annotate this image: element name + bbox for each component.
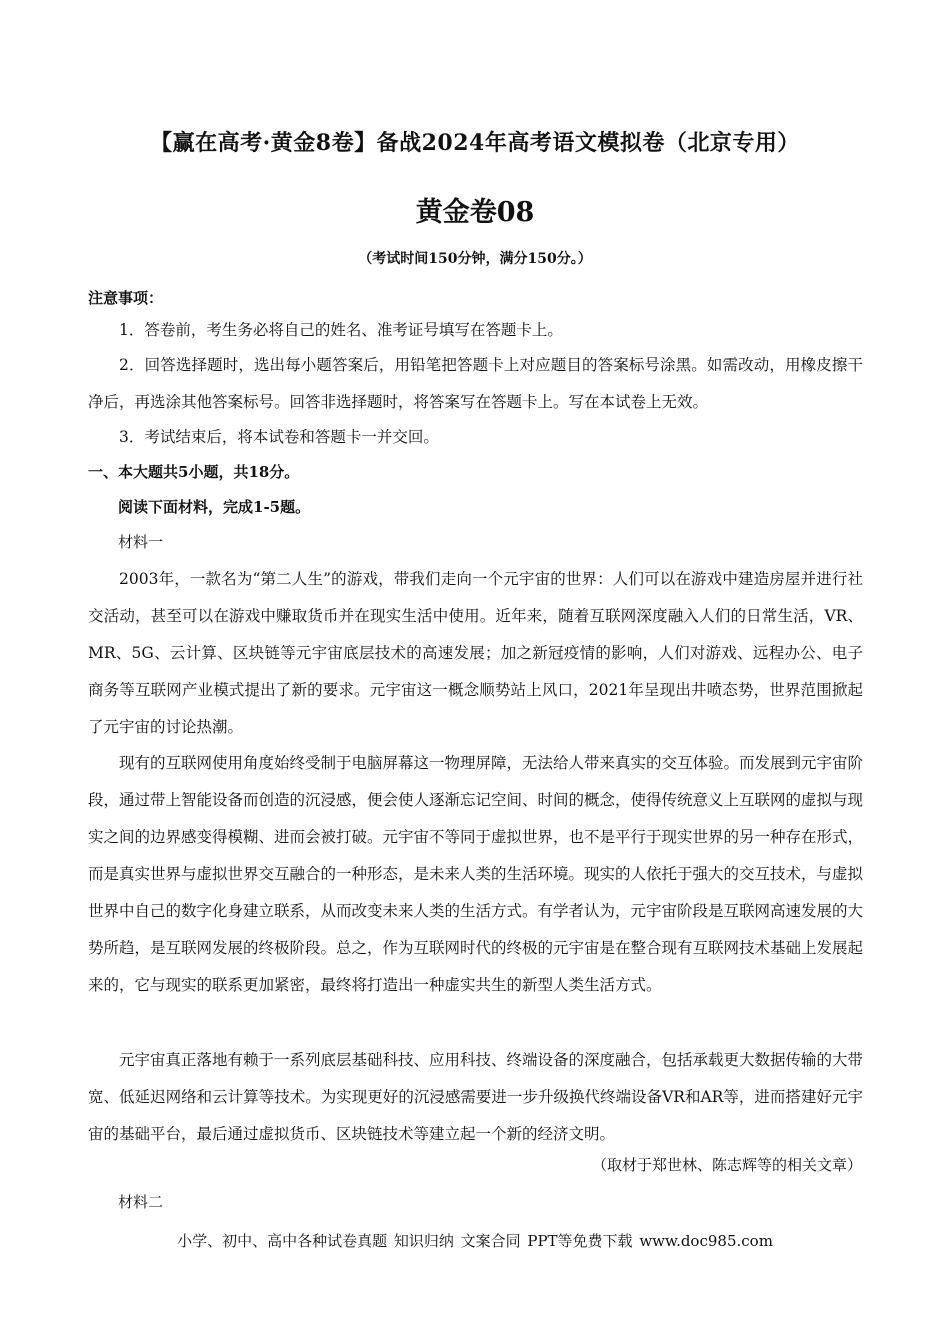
exam-title: 【赢在高考·黄金8卷】备战2024年高考语文模拟卷（北京专用） [150,130,800,156]
material-1-paragraph-1: 2003年，一款名为“第二人生”的游戏，带我们走向一个元宇宙的世界：人们可以在游戏中建造房屋并进行社交活动，甚至可以在游戏中赚取货币并在现实生活中使用。近年来，随着互联网深度融入人们的日常生活，VR、MR、5G、云计算、区块链等元宇宙底层技术的高速发展；加之新冠疫情的影响，人们对游戏、远程办公、电子商务等互联网产业模式提出了新的要求。元宇宙这一概念顺势站上风口，2021年呈现出井喷态势，世界范围掀起了元宇宙的讨论热潮。 [88,570,863,736]
section-heading: 一、本大题共5小题，共18分。 [88,463,300,481]
exam-info: （考试时间150分钟，满分150分。） [358,251,592,267]
note-item-2: 2．回答选择题时，选出每小题答案后，用铅笔把答题卡上对应题目的答案标号涂黑。如需改动，用橡皮擦干净后，再选涂其他答案标号。回答非选择题时，将答案写在答题卡上。写在本试卷上无效。 [88,356,863,411]
section-instruction: 阅读下面材料，完成1-5题。 [118,498,311,516]
notes-heading: 注意事项： [88,289,164,307]
exam-subtitle: 黄金卷08 [415,197,535,228]
note-item-1: 1．答卷前，考生务必将自己的姓名、准考证号填写在答题卡上。 [119,321,563,339]
page-footer: 小学、初中、高中各种试卷真题 知识归纳 文案合同 PPT等免费下载 www.doc985.com [177,1232,773,1250]
material-1-paragraph-2: 现有的互联网使用角度始终受制于电脑屏幕这一物理屏障，无法给人带来真实的交互体验。而发展到元宇宙阶段，通过带上智能设备而创造的沉浸感，便会使人逐渐忘记空间、时间的概念，使得传统意义上互联网的虚拟与现实之间的边界感变得模糊、进而会被打破。元宇宙不等同于虚拟世界，也不是平行于现实世界的另一种存在形式，而是真实世界与虚拟世界交互融合的一种形态，是未来人类的生活环境。现实的人依托于强大的交互技术，与虚拟世界中自己的数字化身建立联系，从而改变未来人类的生活方式。有学者认为，元宇宙阶段是互联网高速发展的大势所趋，是互联网发展的终极阶段。总之，作为互联网时代的终极的元宇宙是在整合现有互联网技术基础上发展起来的，它与现实的联系更加紧密，最终将打造出一种虚实共生的新型人类生活方式。 [88,754,864,994]
material-1-source: （取材于郑世林、陈志辉等的相关文章） [591,1156,862,1174]
material-1-paragraph-3: 元宇宙真正落地有赖于一系列底层基础科技、应用科技、终端设备的深度融合，包括承载更大数据传输的大带宽、低延迟网络和云计算等技术。为实现更好的沉浸感需要进一步升级换代终端设备VR和AR等，进而搭建好元宇宙的基础平台，最后通过虚拟货币、区块链技术等建立起一个新的经济文明。 [88,1051,864,1143]
material-2-label: 材料二 [118,1193,164,1211]
note-item-3: 3．考试结束后，将本试卷和答题卡一并交回。 [119,428,439,446]
material-1-label: 材料一 [118,533,164,551]
